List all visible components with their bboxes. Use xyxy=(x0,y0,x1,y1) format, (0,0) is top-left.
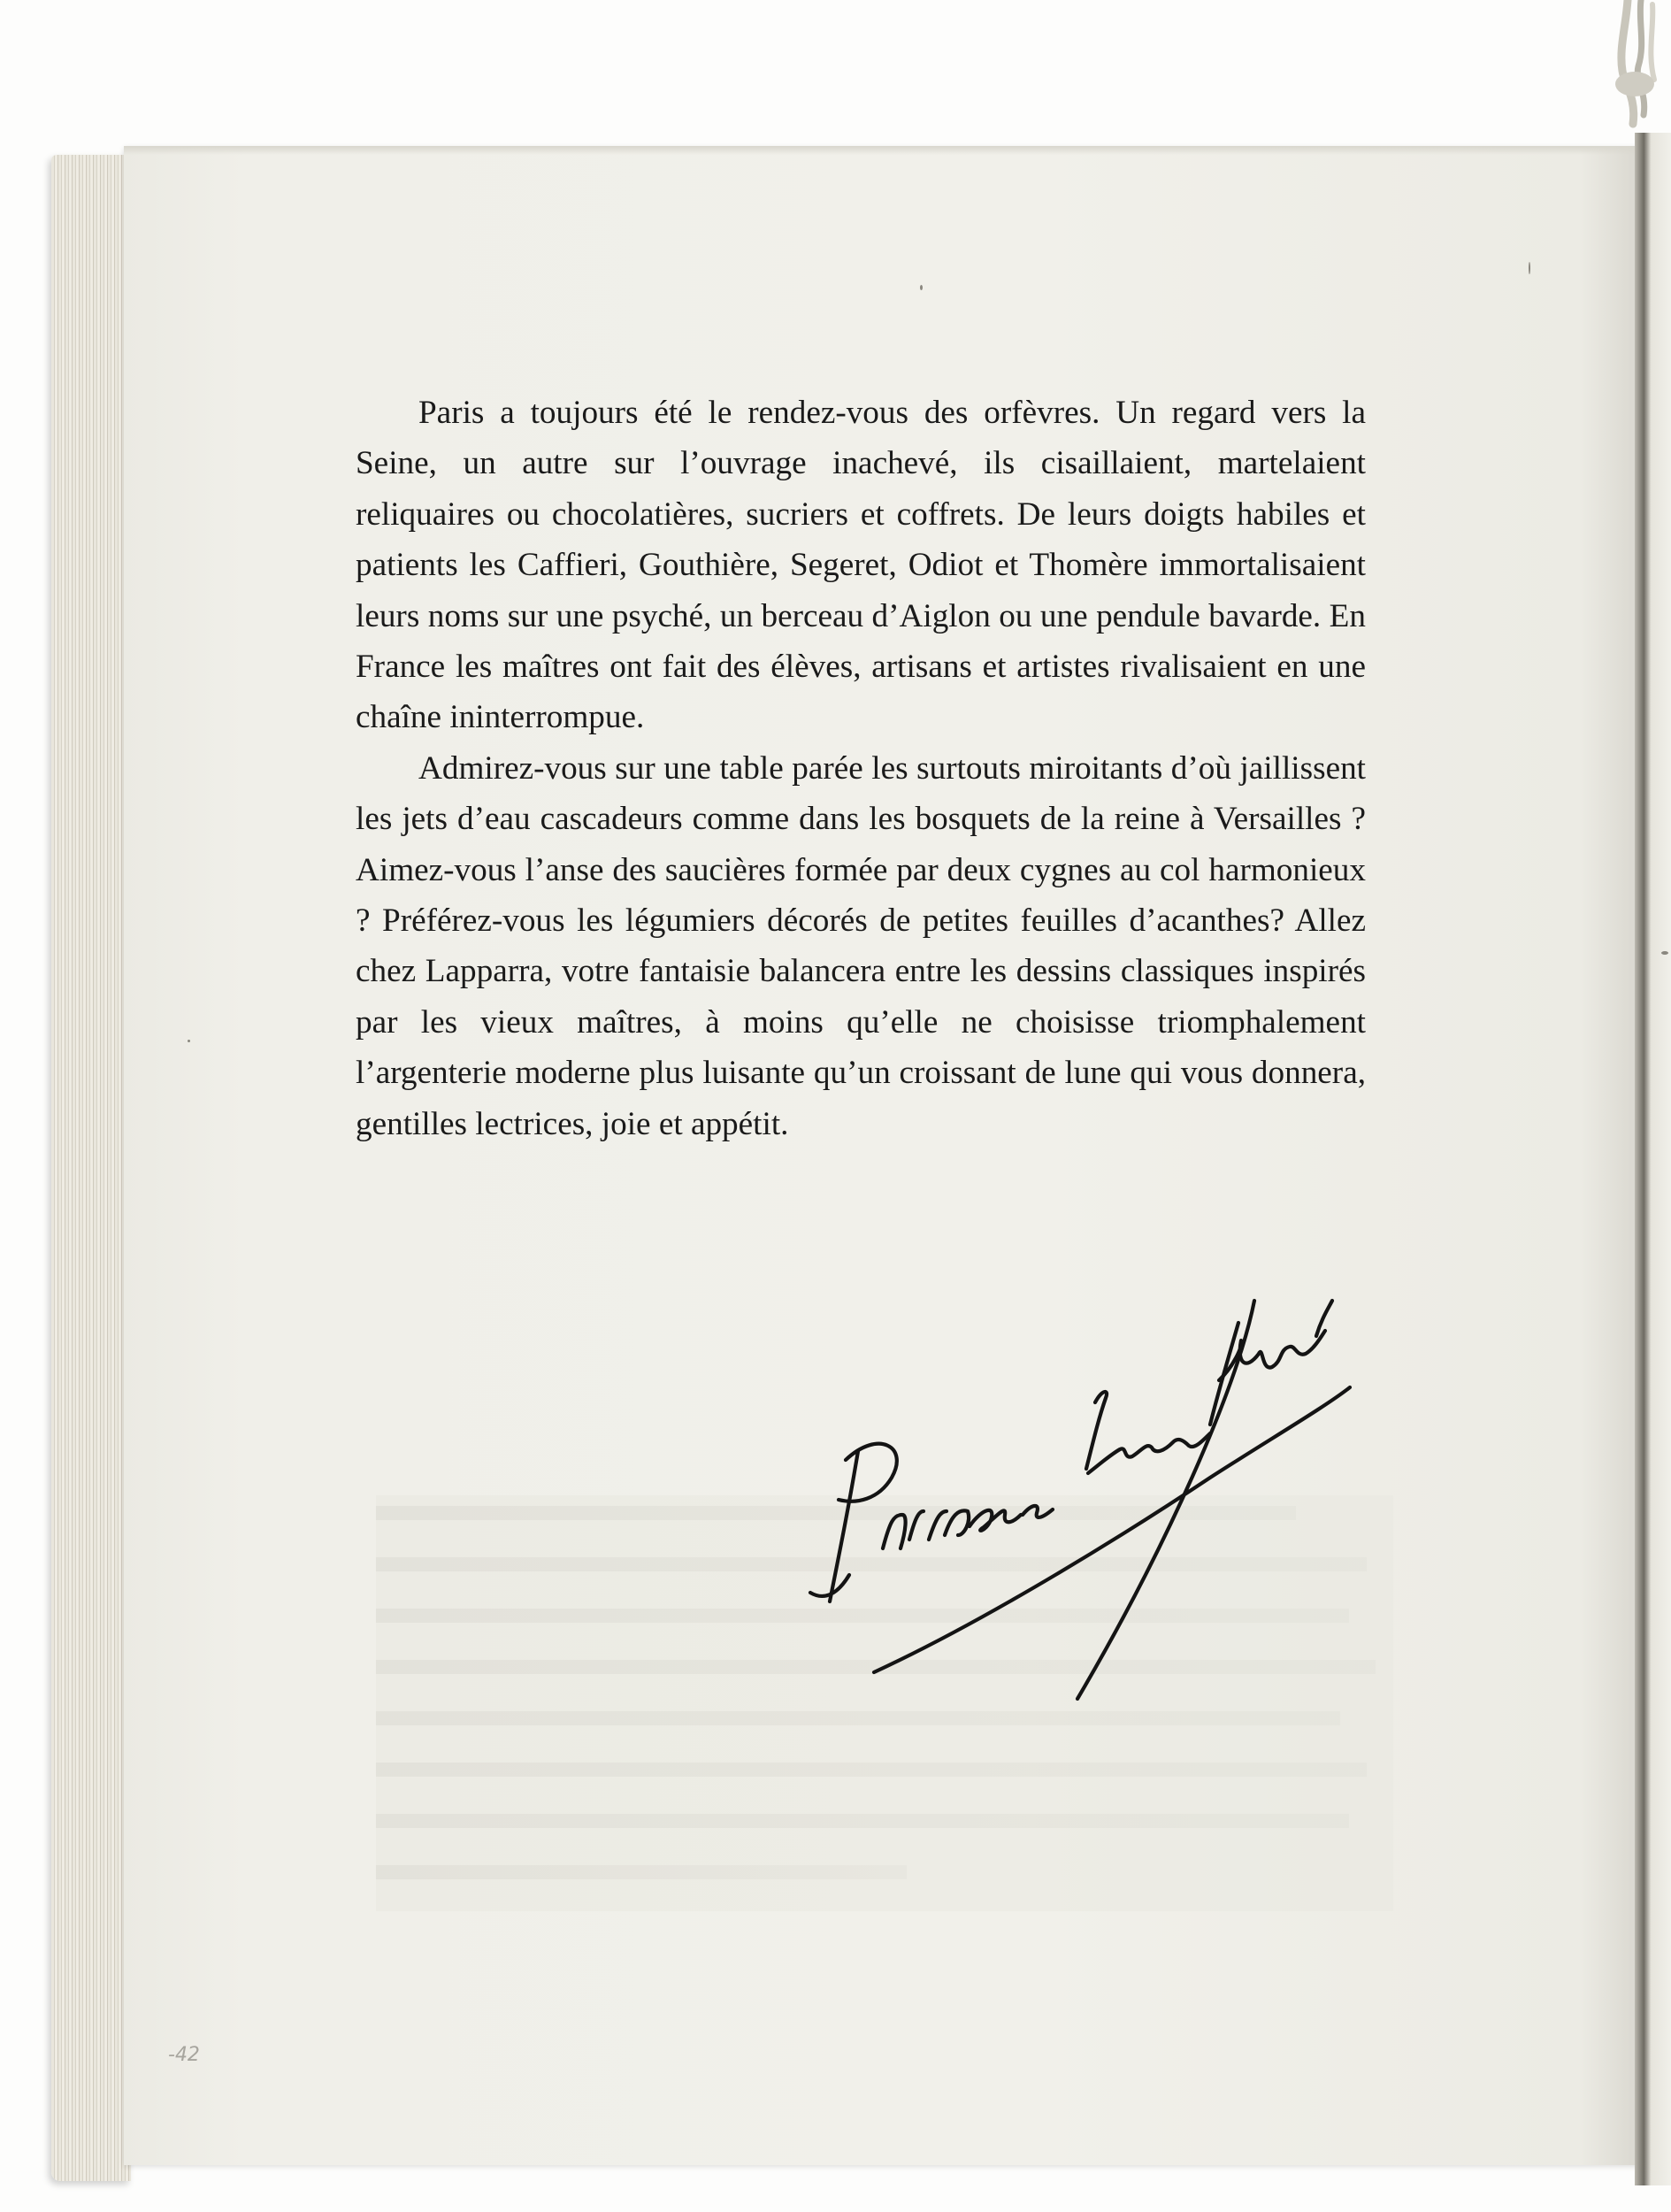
article-text xyxy=(356,388,1366,1149)
handwritten-page-number: -42 xyxy=(168,2044,200,2066)
paper-mark xyxy=(188,1040,190,1042)
paper-mark xyxy=(1529,262,1530,274)
signature xyxy=(794,1283,1361,1699)
signature-handwriting xyxy=(794,1283,1361,1699)
paper-mark xyxy=(920,285,923,290)
page-stack-edges xyxy=(51,155,131,2181)
paragraph: Paris a toujours été le rendez-vous des orfèvres. Un regard vers la Seine, un autre sur l’ouvrage inachevé, ils cisaillaient, martelaient reliquaires ou chocolatières, sucriers et coffrets. De leurs doigts habiles et patients les Caffieri, Gouthière, Segeret, Odiot et Thomère immortalisaient leurs noms sur une psyché, un berceau d’Aiglon ou une pendule bavarde. En France les maîtres ont fait des élèves, artisans et artistes rivalisaient en une chaîne ininterrompue. xyxy=(356,395,1366,736)
paper-mark xyxy=(1661,951,1668,955)
book-gutter xyxy=(1635,133,1671,2185)
bookmark-thread-icon xyxy=(1592,0,1671,150)
paragraph: Admirez-vous sur une table parée les surtouts miroitants d’où jaillissent les jets d’eau cascadeurs comme dans les bosquets de la reine à Versailles ? Aimez-vous l’anse des saucières formée par deux cygnes au col harmonieux ? Préférez-vous les légumiers décorés de petites feuilles d’acanthes? Allez chez Lapparra, votre fantaisie balancera entre les dessins classiques inspirés par les vieux maîtres, à moins qu’elle ne choisisse triomphalement l’argenterie moderne plus luisante qu’un croissant de lune qui vous donnera, gentilles lectrices, joie et appétit. xyxy=(356,749,1366,1142)
